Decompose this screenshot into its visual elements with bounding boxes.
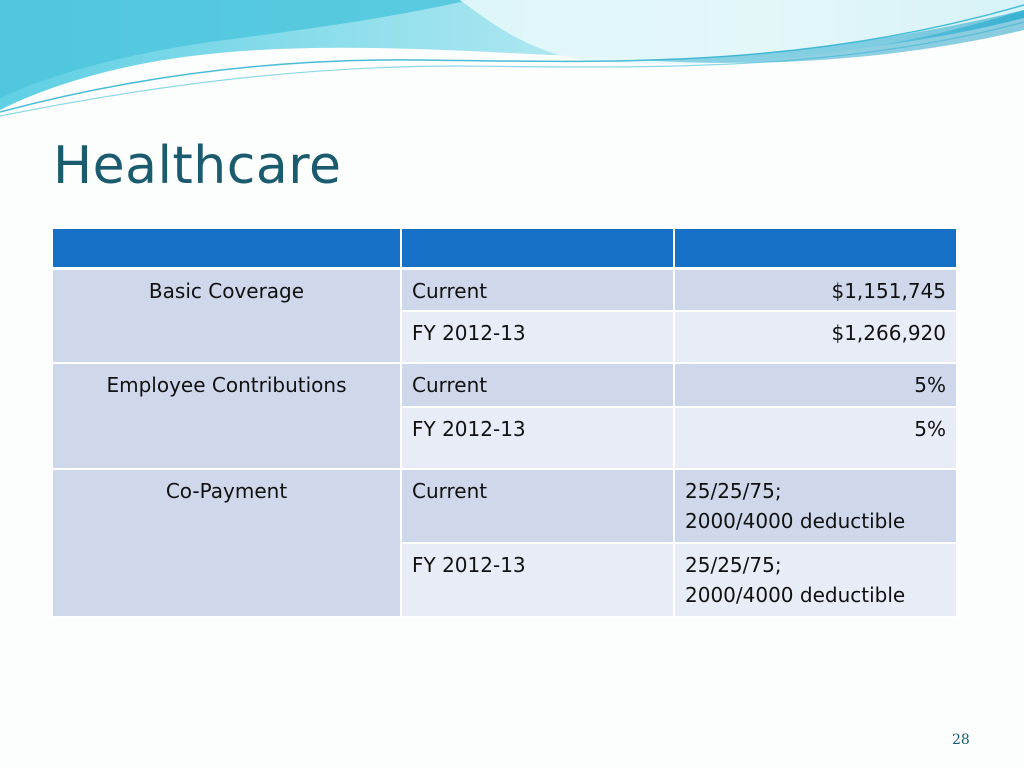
header-cell-2 [401, 228, 674, 269]
header-cell-3 [674, 228, 957, 269]
period-cell: FY 2012-13 [401, 407, 674, 469]
value-cell: $1,151,745 [674, 269, 957, 312]
header-cell-1 [52, 228, 401, 269]
period-cell: Current [401, 363, 674, 407]
page-number: 28 [952, 732, 970, 748]
value-line: 25/25/75; [685, 553, 782, 577]
value-cell: $1,266,920 [674, 311, 957, 363]
value-line: 2000/4000 deductible [685, 583, 906, 607]
group-label-basic-coverage: Basic Coverage [52, 269, 401, 364]
value-cell: 5% [674, 363, 957, 407]
table-row [52, 469, 957, 543]
table-row [52, 363, 957, 407]
period-cell: FY 2012-13 [401, 311, 674, 363]
value-line: 25/25/75; [685, 479, 782, 503]
group-label-employee-contributions: Employee Contributions [52, 363, 401, 469]
value-cell [674, 469, 957, 543]
period-cell: Current [401, 469, 674, 543]
value-cell: 5% [674, 407, 957, 469]
period-cell: Current [401, 269, 674, 312]
group-label-co-payment: Co-Payment [52, 469, 401, 617]
table-row [52, 269, 957, 312]
value-cell [674, 543, 957, 617]
healthcare-table [51, 227, 958, 618]
value-line: 2000/4000 deductible [685, 509, 906, 533]
header-wave-decoration [0, 0, 1024, 120]
table-header-row [52, 228, 957, 269]
slide-title: Healthcare [53, 136, 342, 196]
period-cell: FY 2012-13 [401, 543, 674, 617]
